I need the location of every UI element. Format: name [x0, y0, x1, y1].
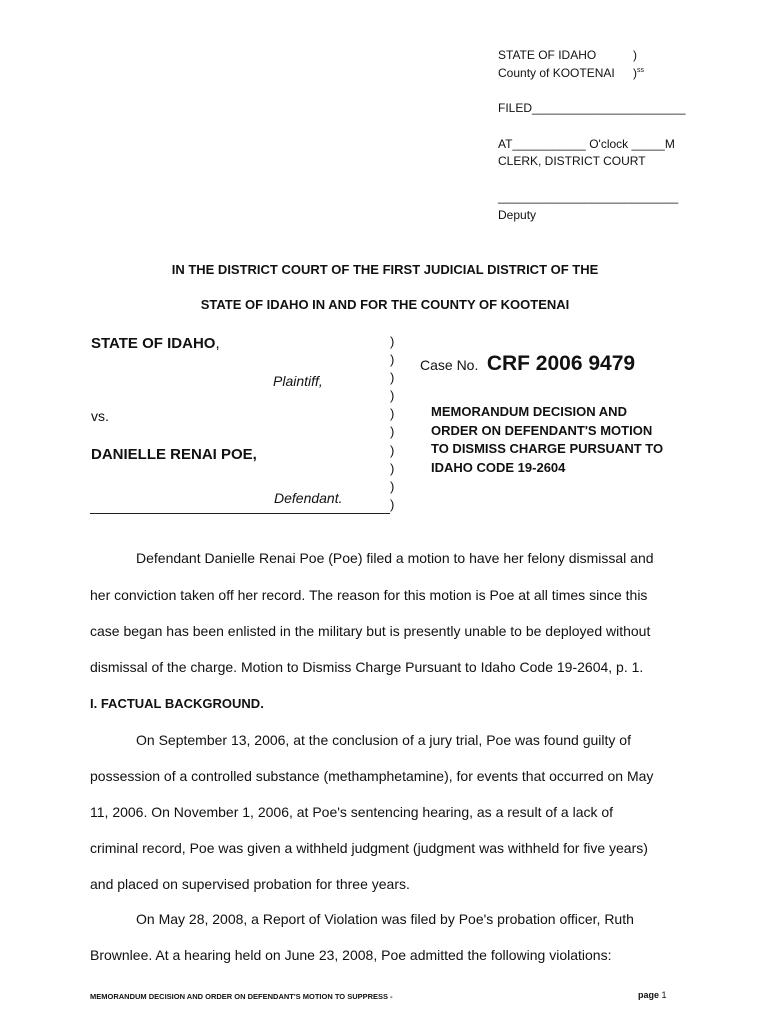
document-title-line: IDAHO CODE 19-2604	[431, 459, 566, 475]
caption-paren: )	[390, 478, 395, 494]
caption-paren: )	[390, 496, 395, 512]
body-line: dismissal of the charge. Motion to Dismiss Charge Pursuant to Idaho Code 19-2604, p. 1.	[90, 659, 644, 675]
filing-paren-2: )$^{ss}$	[633, 66, 644, 80]
caption-paren: )	[390, 334, 395, 349]
section-heading-factual-background: I. FACTUAL BACKGROUND.	[90, 696, 264, 711]
clerk-district-court: CLERK, DISTRICT COURT	[498, 154, 646, 168]
defendant-role: Defendant.	[274, 490, 343, 506]
filing-state: STATE OF IDAHO	[498, 48, 597, 62]
at-oclock-line: AT___________ O'clock _____M	[498, 137, 675, 151]
caption-paren: )	[390, 424, 395, 440]
caption-paren: )	[390, 352, 395, 368]
caption-paren: )	[390, 460, 395, 476]
deputy-label: Deputy	[498, 208, 537, 222]
footer-document-title: MEMORANDUM DECISION AND ORDER ON DEFENDANT'S MOTION TO SUPPRESS -	[90, 992, 393, 1001]
caption-paren: )	[390, 370, 395, 386]
court-heading-line-1: IN THE DISTRICT COURT OF THE FIRST JUDICIAL DISTRICT OF THE	[171, 262, 599, 277]
caption-paren: )	[390, 388, 395, 404]
body-line: On May 28, 2008, a Report of Violation was filed by Poe's probation officer, Ruth	[136, 911, 634, 927]
case-number-label: Case No.	[420, 357, 479, 373]
case-number-block	[420, 352, 635, 376]
body-line: case began has been enlisted in the military but is presently unable to be deployed without	[90, 623, 651, 639]
document-title	[431, 403, 663, 477]
document-title-line: ORDER ON DEFENDANT'S MOTION	[431, 422, 653, 438]
body-line: her conviction taken off her record. The reason for this motion is Poe at all times since this	[90, 587, 648, 603]
deputy-signature-line: ___________________________	[498, 190, 679, 204]
document-title-line: TO DISMISS CHARGE PURSUANT TO	[431, 441, 664, 456]
body-line: and placed on supervised probation for three years.	[90, 876, 410, 892]
caption-parentheses	[390, 333, 394, 514]
body-line: possession of a controlled substance (methamphetamine), for events that occurred on May	[90, 768, 654, 784]
body-line: On September 13, 2006, at the conclusion of a jury trial, Poe was found guilty of	[136, 732, 631, 748]
caption-underline	[90, 513, 390, 514]
body-line: Defendant Danielle Renai Poe (Poe) filed a motion to have her felony dismissal and	[136, 550, 654, 566]
caption-paren: )	[390, 406, 395, 422]
defendant-name: DANIELLE RENAI POE,	[91, 446, 257, 463]
plaintiff-name: STATE OF IDAHO,	[91, 335, 220, 352]
document-title-line: MEMORANDUM DECISION AND	[431, 404, 627, 419]
body-line: 11, 2006. On November 1, 2006, at Poe's sentencing hearing, as a result of a lack of	[90, 804, 614, 820]
body-line: criminal record, Poe was given a withheld judgment (judgment was withheld for five years)	[90, 840, 648, 856]
versus-label: vs.	[91, 408, 109, 424]
filing-paren-1: )	[633, 48, 637, 62]
filing-ss: ss	[637, 67, 644, 74]
body-line: Brownlee. At a hearing held on June 23, 2008, Poe admitted the following violations:	[90, 947, 612, 963]
filed-line: FILED_______________________	[498, 101, 686, 115]
plaintiff-role: Plaintiff,	[273, 373, 323, 389]
filing-county: County of KOOTENAI	[498, 66, 615, 80]
footer-page-number: page 1	[638, 990, 667, 1000]
caption-paren: )	[390, 442, 395, 458]
case-number: CRF 2006 9479	[486, 352, 636, 375]
court-heading-line-2: STATE OF IDAHO IN AND FOR THE COUNTY OF KOOTENAI	[200, 297, 570, 312]
